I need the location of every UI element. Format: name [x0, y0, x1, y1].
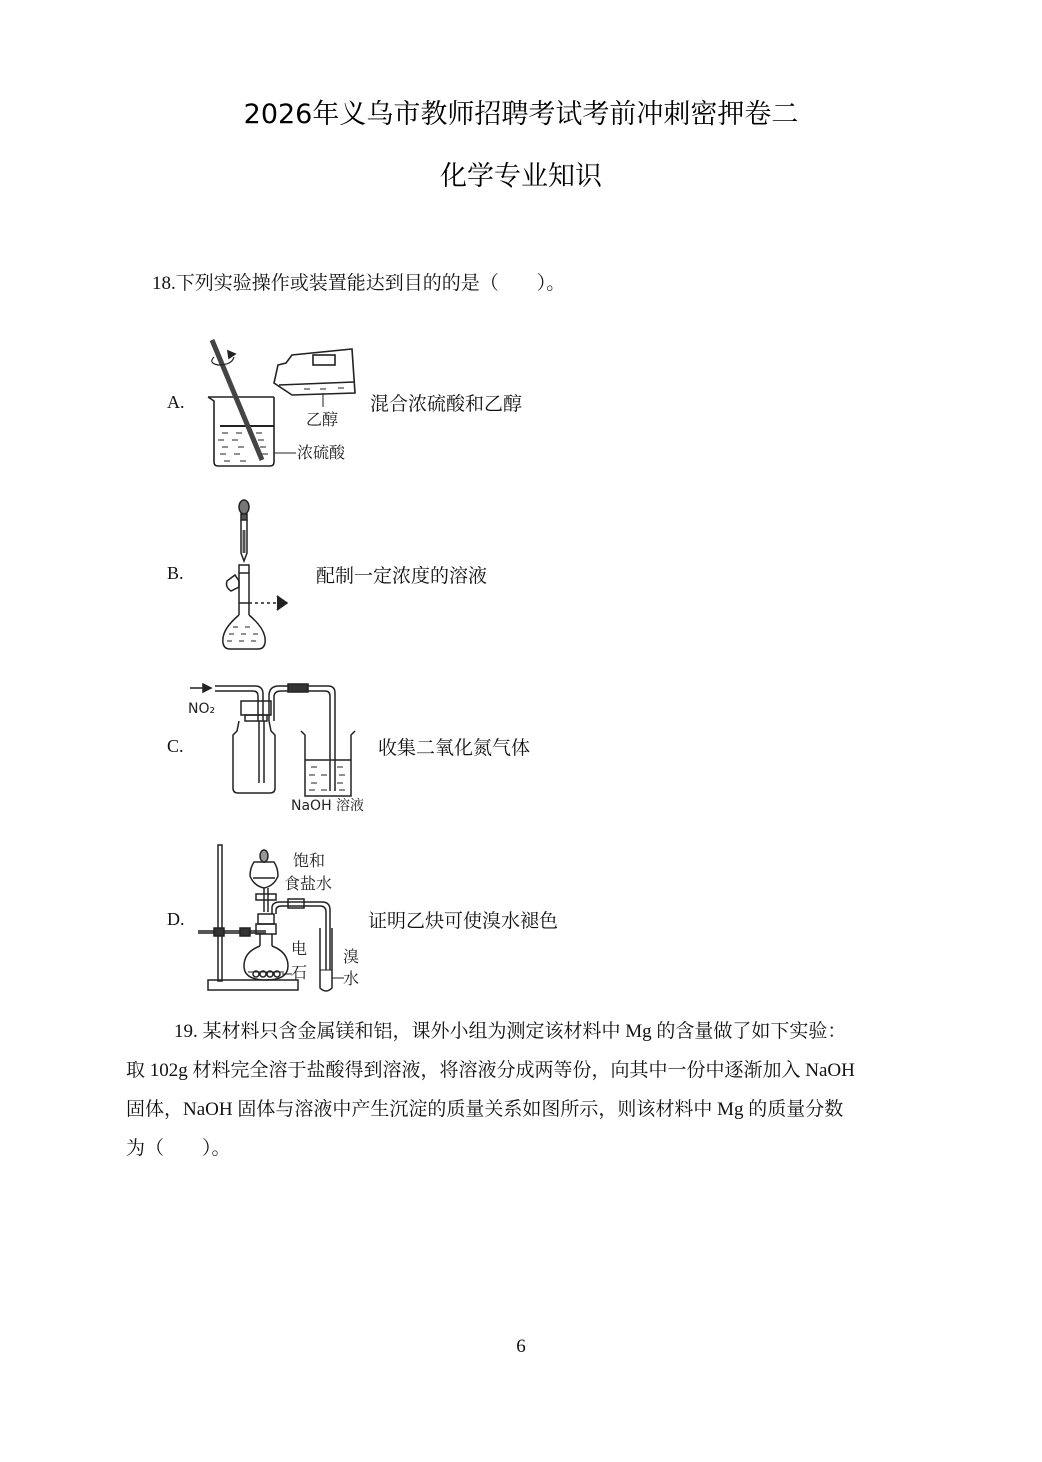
figure-d-label-bromine-2: 水	[343, 969, 360, 988]
question-19	[126, 1012, 916, 1168]
question-18-stem: 18.下列实验操作或装置能达到目的的是（ ）。	[152, 273, 566, 294]
figure-a-beaker-icon	[200, 335, 375, 475]
figure-d-label-brine: 食盐水	[284, 874, 333, 893]
figure-c-label-no2: NO₂	[188, 701, 216, 717]
document-subtitle: 化学专业知识	[440, 161, 602, 192]
question-19-line-4: 为（ ）。	[126, 1138, 231, 1159]
figure-a-label-ethanol: 乙醇	[306, 410, 339, 429]
page-number: 6	[516, 1336, 526, 1357]
option-d-description: 证明乙炔可使溴水褪色	[368, 911, 559, 932]
figure-c-label-naoh: NaOH 溶液	[291, 798, 365, 814]
option-a-description: 混合浓硫酸和乙醇	[370, 394, 523, 415]
figure-a-label-sulfuric-acid: 浓硫酸	[297, 443, 346, 462]
option-c-description: 收集二氧化氮气体	[378, 738, 531, 759]
option-b-description: 配制一定浓度的溶液	[316, 566, 488, 587]
option-d-letter: D.	[167, 909, 185, 929]
question-19-line-2: 取 102g 材料完全溶于盐酸得到溶液，将溶液分成两等份，向其中一份中逐渐加入 NaOH	[126, 1060, 855, 1081]
question-19-line-1: 19. 某材料只含金属镁和铝，课外小组为测定该材料中 Mg 的含量做了如下实验：	[174, 1021, 847, 1042]
figure-d-label-carbide-1: 电	[291, 939, 308, 958]
figure-c-gas-bottle-icon	[185, 683, 385, 818]
figure-d-label-carbide-2: 石	[291, 963, 308, 982]
option-c-letter: C.	[167, 736, 184, 756]
figure-d-label-bromine-1: 溴	[343, 947, 360, 966]
figure-b-volumetric-flask-icon	[215, 495, 315, 655]
option-a-letter: A.	[167, 392, 185, 412]
figure-d-acetylene-apparatus-icon	[196, 842, 371, 997]
question-19-line-3: 固体，NaOH 固体与溶液中产生沉淀的质量关系如图所示，则该材料中 Mg 的质量分数	[126, 1099, 844, 1120]
figure-d-label-saturated: 饱和	[293, 851, 326, 870]
option-b-letter: B.	[167, 563, 184, 583]
document-title: 2026年义乌市教师招聘考试考前冲刺密押卷二	[243, 99, 799, 130]
